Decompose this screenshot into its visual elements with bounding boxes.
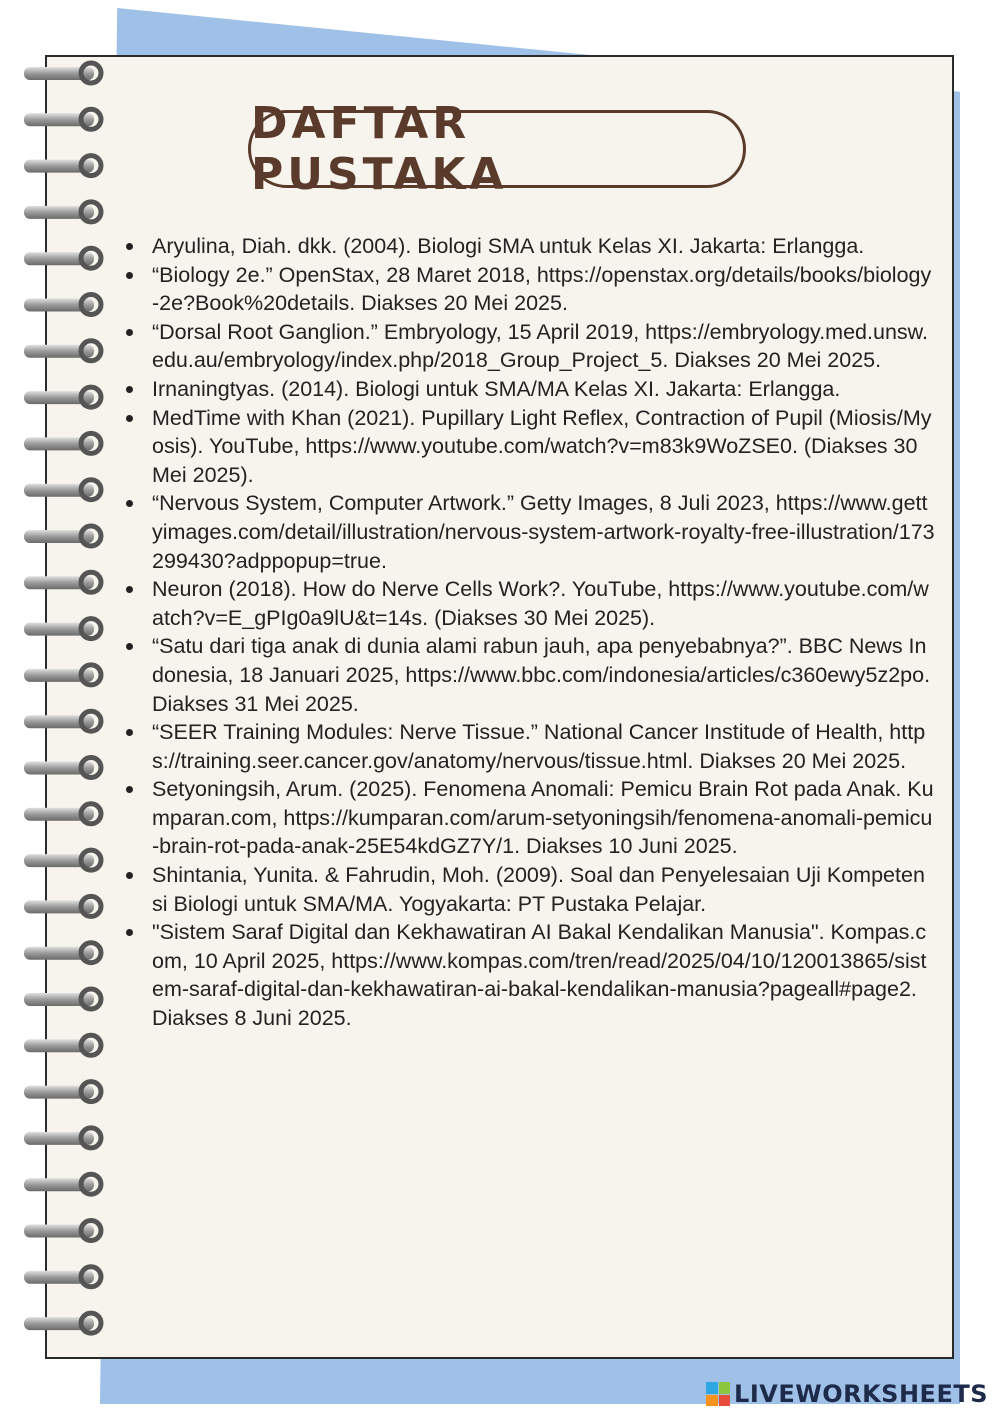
reference-item: Irnaningtyas. (2014). Biologi untuk SMA/MA Kelas XI. Jakarta: Erlangga. <box>152 375 935 404</box>
spiral-ring <box>24 572 101 592</box>
spiral-ring <box>24 341 101 361</box>
spiral-ring <box>24 202 101 222</box>
spiral-ring <box>24 1174 101 1194</box>
spiral-ring <box>24 526 101 546</box>
spiral-ring <box>24 63 101 83</box>
spiral-ring <box>24 665 101 685</box>
spiral-ring <box>24 896 101 916</box>
spiral-ring <box>24 850 101 870</box>
reference-item: “Dorsal Root Ganglion.” Embryology, 15 April 2019, https://embryology.med.unsw.edu.au/embryology/index.php/2018_Group_Project_5. Diakses 20 Mei 2025. <box>152 318 935 375</box>
spiral-ring <box>24 619 101 639</box>
spiral-ring <box>24 480 101 500</box>
spiral-ring <box>24 758 101 778</box>
reference-item: MedTime with Khan (2021). Pupillary Light Reflex, Contraction of Pupil (Miosis/Myosis). YouTube, https://www.youtube.com/watch?v=m83k9WoZSE0. (Diakses 30 Mei 2025). <box>152 404 935 490</box>
spiral-binding <box>0 0 110 1414</box>
reference-item: “SEER Training Modules: Nerve Tissue.” National Cancer Institude of Health, https://training.seer.cancer.gov/anatomy/nervous/tissue.html. Diakses 20 Mei 2025. <box>152 718 935 775</box>
reference-item: Neuron (2018). How do Nerve Cells Work?. YouTube, https://www.youtube.com/watch?v=E_gPIg0a9lU&t=14s. (Diakses 30 Mei 2025). <box>152 575 935 632</box>
spiral-ring <box>24 1035 101 1055</box>
liveworksheets-brand <box>706 1380 988 1408</box>
spiral-ring <box>24 1267 101 1287</box>
brand-text: LIVEWORKSHEETS <box>734 1380 988 1408</box>
spiral-ring <box>24 1082 101 1102</box>
reference-item: “Biology 2e.” OpenStax, 28 Maret 2018, https://openstax.org/details/books/biology-2e?Book%20details. Diakses 20 Mei 2025. <box>152 261 935 318</box>
spiral-ring <box>24 804 101 824</box>
spiral-ring <box>24 1128 101 1148</box>
spiral-ring <box>24 711 101 731</box>
spiral-ring <box>24 387 101 407</box>
page-title: DAFTAR PUSTAKA <box>251 98 508 200</box>
spiral-ring <box>24 943 101 963</box>
reference-item: "Sistem Saraf Digital dan Kekhawatiran AI Bakal Kendalikan Manusia". Kompas.com, 10 April 2025, https://www.kompas.com/tren/read/2025/04/10/120013865/sistem-saraf-digital-dan-kekhawatiran-ai-bakal-kendalikan-manusia?pageall#page2. Diakses 8 Juni 2025. <box>152 918 935 1032</box>
spiral-ring <box>24 1313 101 1333</box>
reference-item: Setyoningsih, Arum. (2025). Fenomena Anomali: Pemicu Brain Rot pada Anak. Kumparan.com, https://kumparan.com/arum-setyoningsih/fenomena-anomali-pemicu-brain-rot-pada-anak-25E54kdGZ7Y/1. Diakses 10 Juni 2025. <box>152 775 935 861</box>
title-frame <box>248 98 746 200</box>
reference-item: Shintania, Yunita. & Fahrudin, Moh. (2009). Soal dan Penyelesaian Uji Kompetensi Biologi untuk SMA/MA. Yogyakarta: PT Pustaka Pelajar. <box>152 861 935 918</box>
spiral-ring <box>24 989 101 1009</box>
reference-item: “Satu dari tiga anak di dunia alami rabun jauh, apa penyebabnya?”. BBC News Indonesia, 18 Januari 2025, https://www.bbc.com/indonesia/articles/c360ewy5z2po. Diakses 31 Mei 2025. <box>152 632 935 718</box>
spiral-ring <box>24 248 101 268</box>
reference-item: Aryulina, Diah. dkk. (2004). Biologi SMA untuk Kelas XI. Jakarta: Erlangga. <box>152 232 935 261</box>
spiral-ring <box>24 295 101 315</box>
spiral-ring <box>24 433 101 453</box>
reference-item: “Nervous System, Computer Artwork.” Getty Images, 8 Juli 2023, https://www.gettyimages.com/detail/illustration/nervous-system-artwork-royalty-free-illustration/173299430?adppopup=true. <box>152 489 935 575</box>
liveworksheets-logo-icon <box>706 1382 730 1406</box>
spiral-ring <box>24 1221 101 1241</box>
spiral-ring <box>24 156 101 176</box>
reference-list <box>120 232 935 1033</box>
spiral-ring <box>24 109 101 129</box>
